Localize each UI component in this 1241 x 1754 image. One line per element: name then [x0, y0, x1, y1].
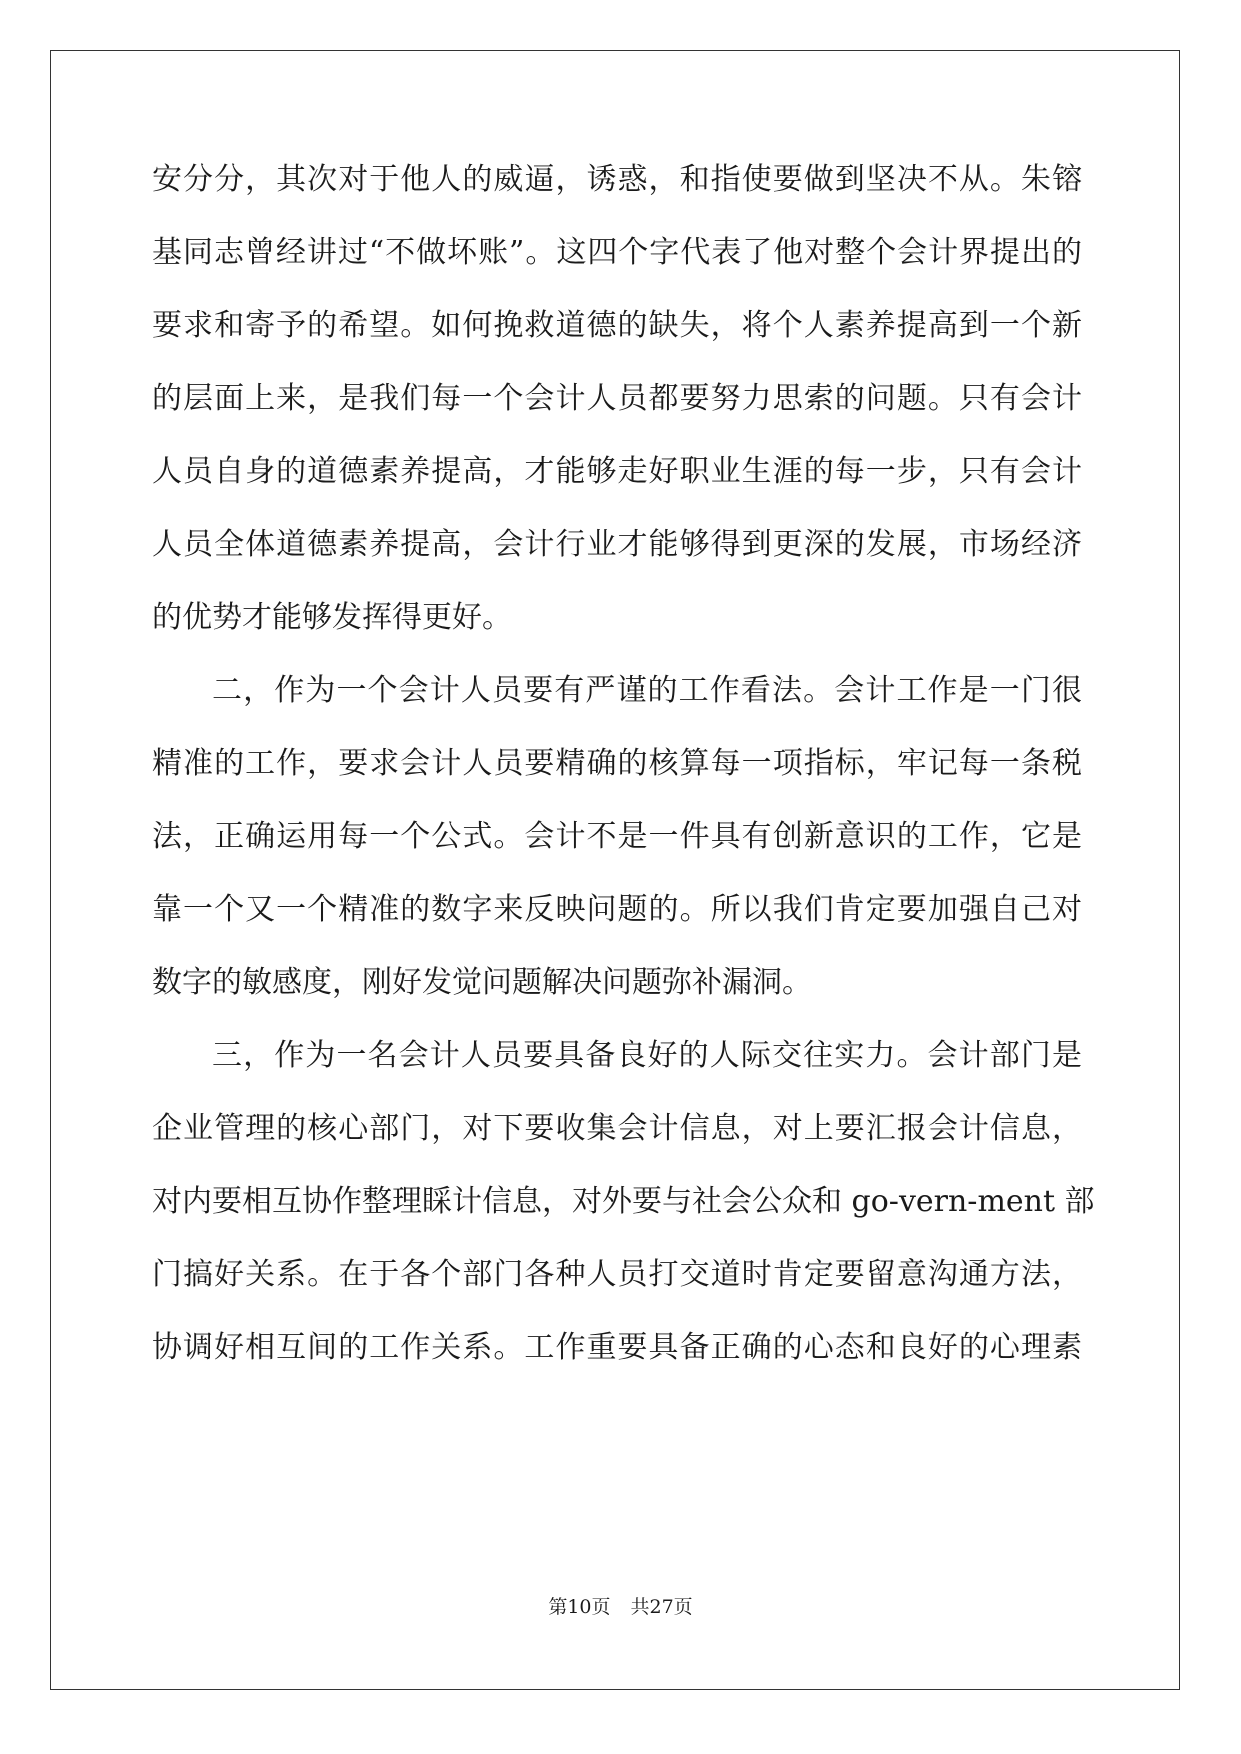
text-line: 对内要相互协作整理睬计信息，对外要与社会公众和 go-vern-ment 部 — [152, 1184, 1095, 1219]
paragraph-start-line: 三，作为一名会计人员要具备良好的人际交往实力。会计部门是 — [212, 1038, 1082, 1073]
text-line: 安分分，其次对于他人的威逼，诱惑，和指使要做到坚决不从。朱镕 — [152, 162, 1082, 197]
text-line: 法，正确运用每一个公式。会计不是一件具有创新意识的工作，它是 — [152, 819, 1082, 854]
text-line: 人员全体道德素养提高，会计行业才能够得到更深的发展，市场经济 — [152, 527, 1082, 562]
text-line: 的优势才能够发挥得更好。 — [152, 600, 512, 635]
text-line: 精准的工作，要求会计人员要精确的核算每一项指标，牢记每一条税 — [152, 746, 1082, 781]
text-line: 门搞好关系。在于各个部门各种人员打交道时肯定要留意沟通方法， — [152, 1257, 1082, 1292]
page-border — [50, 50, 1180, 1690]
page-footer — [0, 1595, 1241, 1619]
page-number: 第10页 — [548, 1596, 611, 1618]
text-line: 协调好相互间的工作关系。工作重要具备正确的心态和良好的心理素 — [152, 1330, 1082, 1365]
paragraph-start-line: 二，作为一个会计人员要有严谨的工作看法。会计工作是一门很 — [212, 673, 1082, 708]
text-line: 数字的敏感度，刚好发觉问题解决问题弥补漏洞。 — [152, 965, 812, 1000]
text-line: 的层面上来，是我们每一个会计人员都要努力思索的问题。只有会计 — [152, 381, 1082, 416]
text-line: 靠一个又一个精准的数字来反映问题的。所以我们肯定要加强自己对 — [152, 892, 1082, 927]
text-line: 基同志曾经讲过“不做坏账”。这四个字代表了他对整个会计界提出的 — [152, 235, 1082, 270]
text-line: 企业管理的核心部门，对下要收集会计信息，对上要汇报会计信息， — [152, 1111, 1082, 1146]
text-line: 要求和寄予的希望。如何挽救道德的缺失，将个人素养提高到一个新 — [152, 308, 1082, 343]
page-total: 共27页 — [630, 1596, 693, 1618]
text-line: 人员自身的道德素养提高，才能够走好职业生涯的每一步，只有会计 — [152, 454, 1082, 489]
